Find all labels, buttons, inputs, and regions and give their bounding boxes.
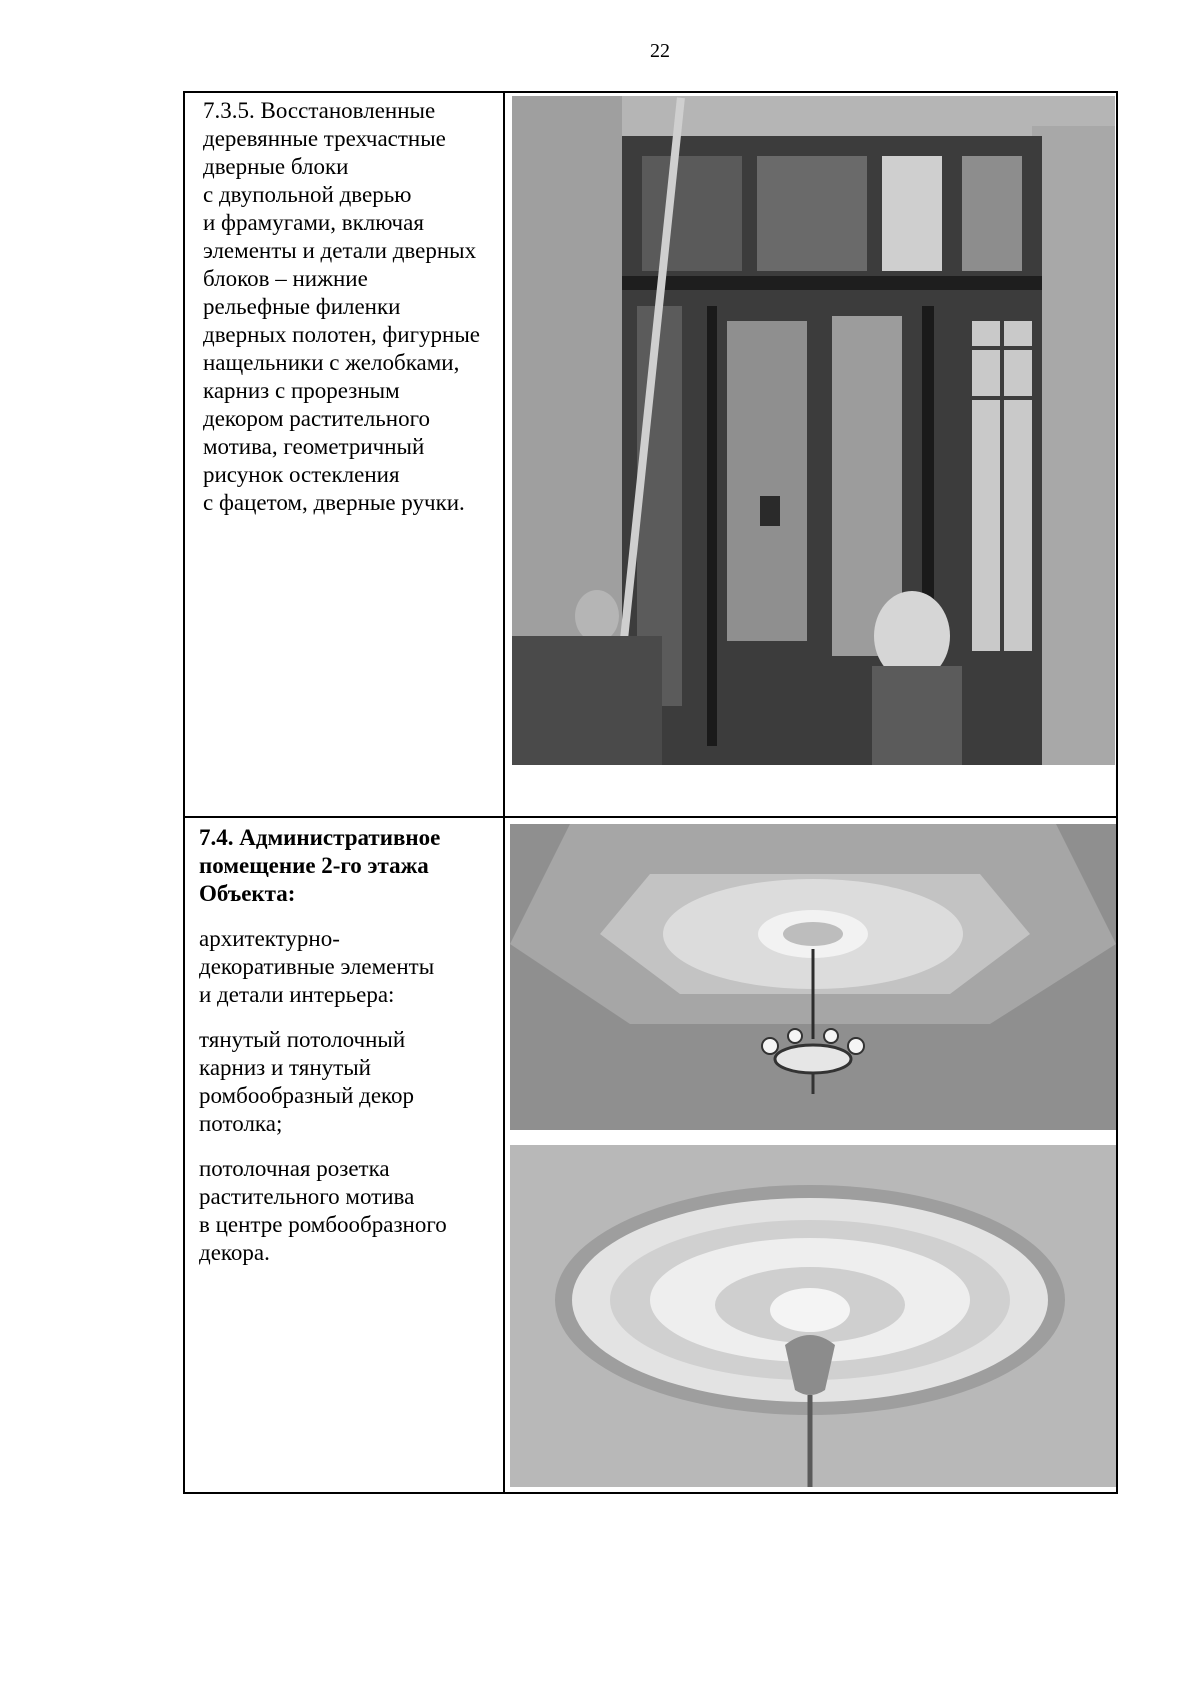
text-line: в центре ромбообразного (199, 1212, 447, 1237)
page-number: 22 (650, 40, 670, 62)
table-border-bottom (183, 1492, 1118, 1494)
text-line: карниз с прорезным (203, 378, 400, 403)
item-7-3-5-description (203, 97, 503, 517)
description-table (183, 91, 1118, 1494)
text-line: потолочная розетка (199, 1156, 390, 1181)
door-blocks-photo (512, 96, 1115, 765)
text-line: потолка; (199, 1111, 283, 1136)
table-border-right (1116, 91, 1118, 1494)
text-line: декором растительного (203, 406, 430, 431)
text-line: ромбообразный декор (199, 1083, 415, 1108)
text-line: нащельники с желобками, (203, 350, 460, 375)
text-line: элементы и детали дверных (203, 238, 477, 263)
item-7-4-description (199, 824, 499, 1267)
table-row-divider (183, 816, 1118, 818)
section-heading-line: 7.4. Административное (199, 825, 441, 850)
section-heading-line: помещение 2-го этажа (199, 853, 429, 878)
text-line: блоков – нижние (203, 266, 368, 291)
text-line: тянутый потолочный (199, 1027, 406, 1052)
text-line: деревянные трехчастные (203, 126, 446, 151)
text-line: рисунок остекления (203, 462, 400, 487)
ceiling-rosette-photo (510, 1145, 1116, 1487)
text-line: и фрамугами, включая (203, 210, 424, 235)
text-line: и детали интерьера: (199, 982, 395, 1007)
text-line: с фацетом, дверные ручки. (203, 490, 465, 515)
section-heading-line: Объекта: (199, 881, 296, 906)
text-line: 7.3.5. Восстановленные (203, 98, 436, 123)
ceiling-photo (510, 824, 1116, 1130)
text-line: растительного мотива (199, 1184, 415, 1209)
text-line: карниз и тянутый (199, 1055, 371, 1080)
text-line: декора. (199, 1240, 270, 1265)
text-line: декоративные элементы (199, 954, 435, 979)
text-line: рельефные филенки (203, 294, 401, 319)
text-line: дверных полотен, фигурные (203, 322, 481, 347)
text-line: дверные блоки (203, 154, 349, 179)
text-line: с двупольной дверью (203, 182, 412, 207)
text-line: мотива, геометричный (203, 434, 425, 459)
table-border-left (183, 91, 185, 1494)
table-divider-vertical (503, 91, 505, 1494)
text-line: архитектурно- (199, 926, 340, 951)
table-border-top (183, 91, 1118, 93)
